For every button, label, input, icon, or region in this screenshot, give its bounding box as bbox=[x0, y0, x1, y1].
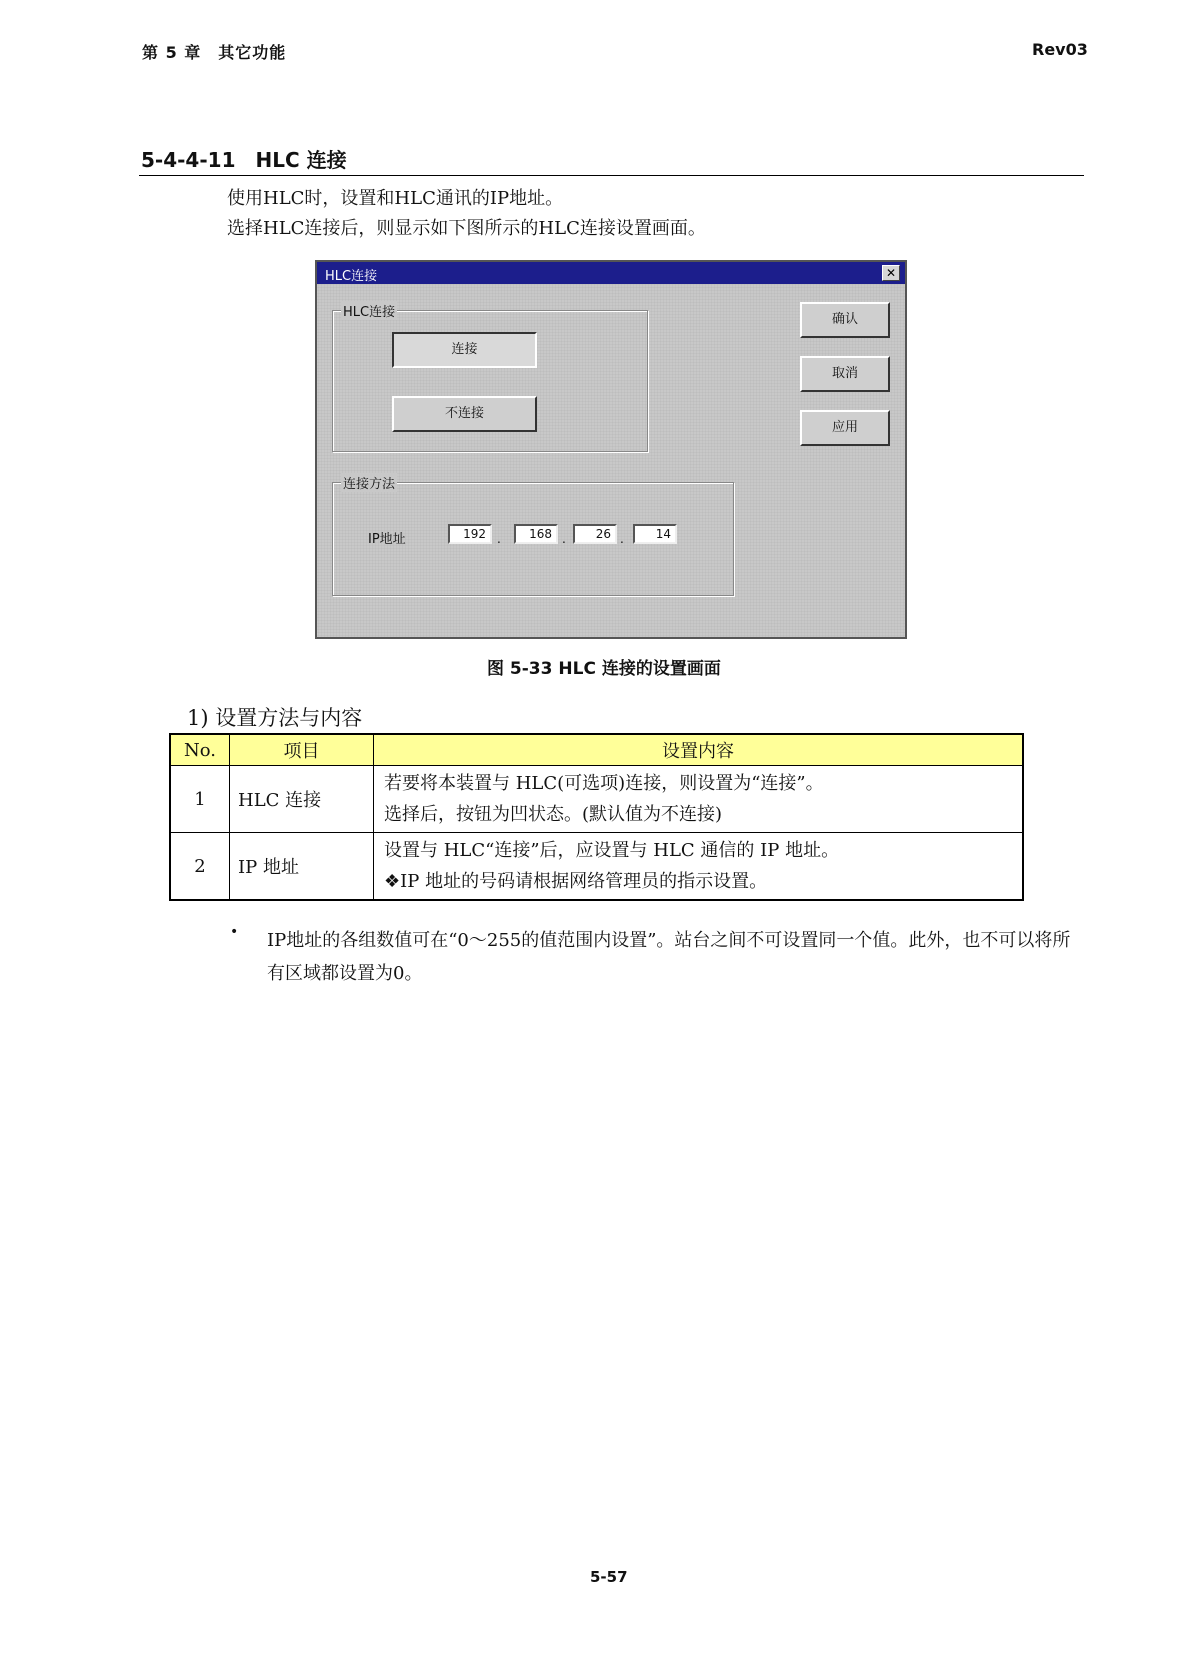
settings-table bbox=[169, 733, 1024, 901]
ip-octet-1-input[interactable]: 192 bbox=[448, 524, 492, 544]
row-item: HLC 连接 bbox=[230, 766, 374, 833]
group-legend-hlc-connection: HLC连接 bbox=[341, 301, 397, 320]
apply-button[interactable]: 应用 bbox=[800, 410, 890, 446]
content-line: ❖IP 地址的号码请根据网络管理员的指示设置。 bbox=[384, 871, 768, 892]
page-number: 5-57 bbox=[590, 1568, 628, 1586]
table-header-row bbox=[170, 734, 1023, 766]
column-header-content: 设置内容 bbox=[374, 734, 1024, 766]
column-header-no: No. bbox=[170, 734, 230, 766]
ip-separator: . bbox=[497, 532, 501, 546]
column-header-item: 项目 bbox=[230, 734, 374, 766]
row-number: 2 bbox=[170, 833, 230, 901]
cancel-button[interactable]: 取消 bbox=[800, 356, 890, 392]
dialog-title: HLC连接 bbox=[325, 269, 378, 284]
intro-paragraph-1: 使用HLC时，设置和HLC通讯的IP地址。 bbox=[227, 188, 564, 209]
content-line: 设置与 HLC“连接”后，应设置与 HLC 通信的 IP 地址。 bbox=[384, 840, 840, 861]
hlc-connection-dialog bbox=[315, 260, 907, 639]
connect-button[interactable]: 连接 bbox=[392, 332, 537, 368]
section-title: 5-4-4-11 HLC 连接 bbox=[141, 148, 347, 172]
ip-octet-2-input[interactable]: 168 bbox=[514, 524, 558, 544]
row-content bbox=[374, 766, 1024, 833]
group-legend-connection-method: 连接方法 bbox=[341, 473, 397, 492]
row-content bbox=[374, 833, 1024, 901]
close-icon[interactable]: ✕ bbox=[882, 265, 900, 281]
ip-octet-3-input[interactable]: 26 bbox=[573, 524, 617, 544]
ip-separator: . bbox=[620, 532, 624, 546]
revision-label: Rev03 bbox=[1032, 40, 1088, 59]
chapter-header: 第 5 章 其它功能 bbox=[142, 43, 287, 62]
content-line: 若要将本装置与 HLC(可选项)连接，则设置为“连接”。 bbox=[384, 773, 824, 794]
section-divider bbox=[139, 175, 1084, 176]
bullet-icon: • bbox=[230, 924, 239, 940]
table-row bbox=[170, 766, 1023, 833]
content-line: 选择后，按钮为凹状态。(默认值为不连接) bbox=[384, 804, 723, 825]
ip-range-note: IP地址的各组数值可在“0～255的值范围内设置”。站台之间不可设置同一个值。此外，也不可以将所有区域都设置为0。 bbox=[267, 930, 1071, 984]
ok-button[interactable]: 确认 bbox=[800, 302, 890, 338]
dialog-title-bar[interactable] bbox=[317, 262, 905, 284]
disconnect-button[interactable]: 不连接 bbox=[392, 396, 537, 432]
ip-separator: . bbox=[562, 532, 566, 546]
table-row bbox=[170, 833, 1023, 901]
subsection-title: 1) 设置方法与内容 bbox=[187, 706, 363, 730]
row-item: IP 地址 bbox=[230, 833, 374, 901]
figure-caption: 图 5-33 HLC 连接的设置画面 bbox=[487, 659, 721, 679]
ip-octet-4-input[interactable]: 14 bbox=[633, 524, 677, 544]
ip-address-label: IP地址 bbox=[368, 532, 406, 547]
intro-paragraph-2: 选择HLC连接后，则显示如下图所示的HLC连接设置画面。 bbox=[227, 218, 706, 239]
row-number: 1 bbox=[170, 766, 230, 833]
